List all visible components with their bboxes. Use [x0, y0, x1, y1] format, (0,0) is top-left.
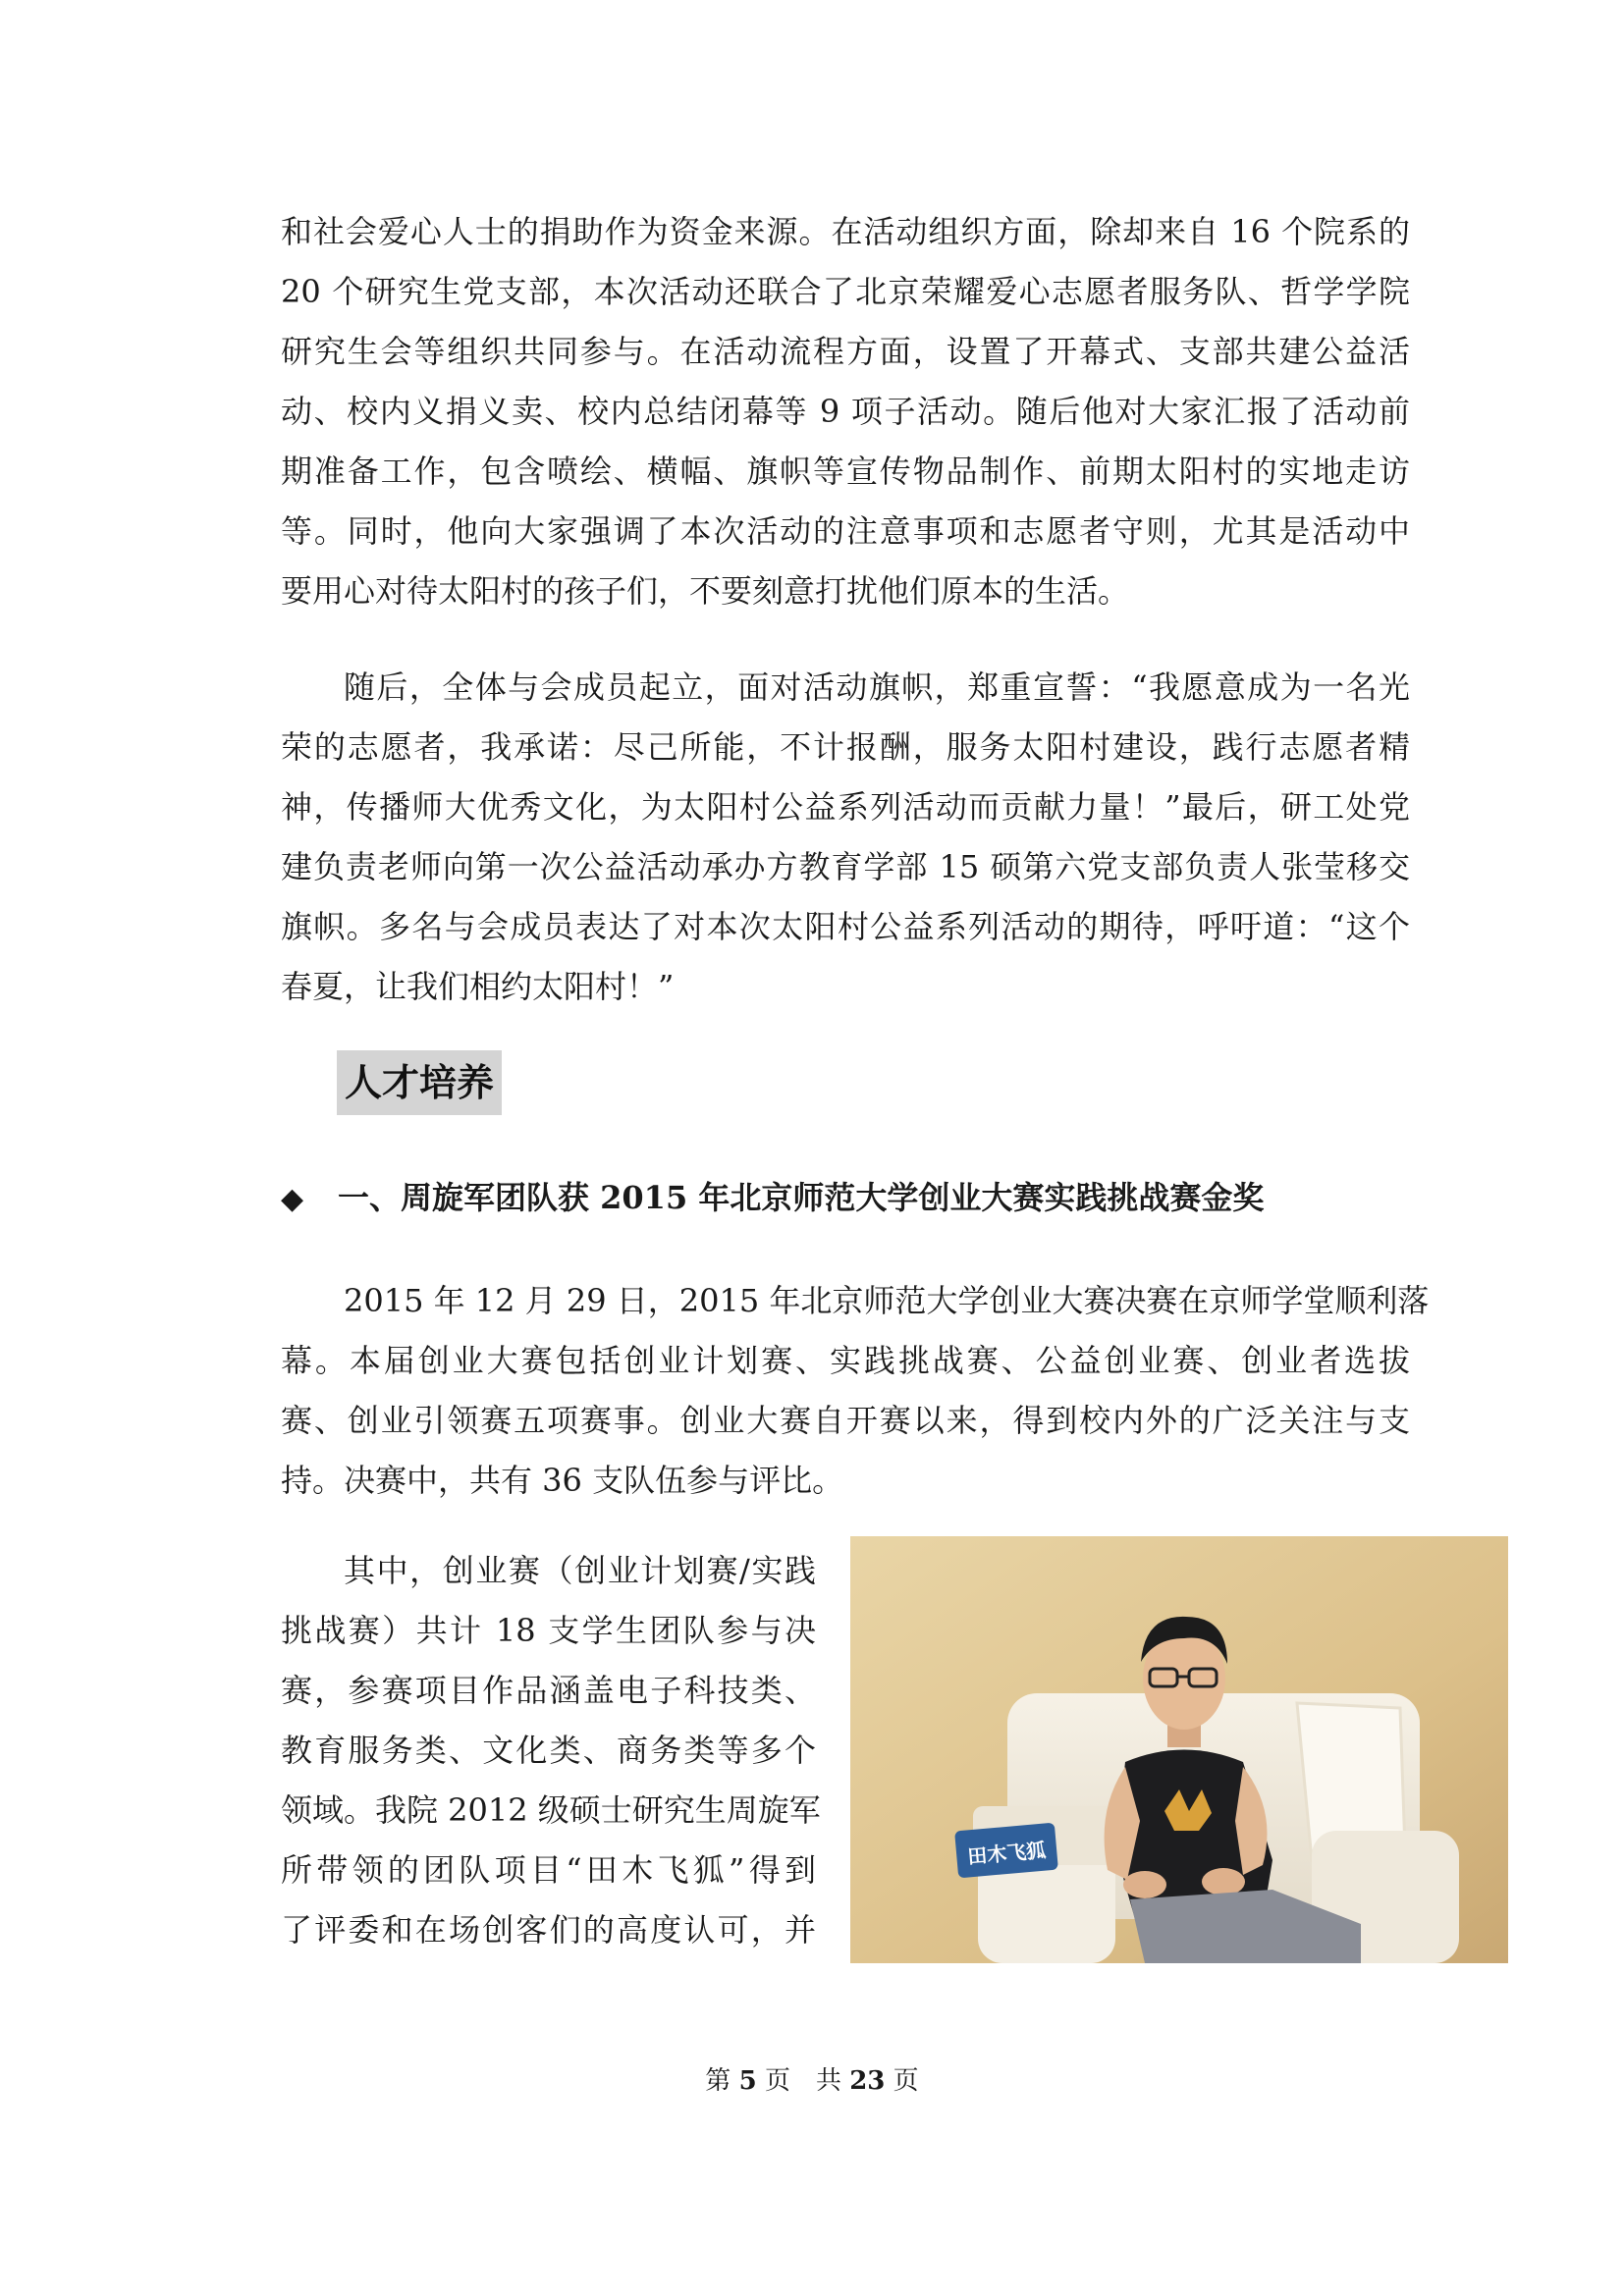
- text-line: 所带领的团队项目“田木飞狐”得到: [281, 1851, 816, 1889]
- text-line: 和社会爱心人士的捐助作为资金来源。在活动组织方面，除却来自 16 个院系的: [281, 213, 1410, 250]
- text-line: 随后，全体与会成员起立，面对活动旗帜，郑重宣誓：“我愿意成为一名光: [344, 668, 1410, 706]
- diamond-bullet-icon: ◆: [281, 1182, 304, 1216]
- paragraph-4: [281, 1541, 821, 1960]
- text-line: 要用心对待太阳村的孩子们，不要刻意打扰他们原本的生活。: [281, 572, 1130, 610]
- sign-text: 田木飞狐: [966, 1838, 1048, 1869]
- page-footer: [0, 2061, 1624, 2101]
- current-page-number: 5: [738, 2066, 757, 2096]
- total-page-number: 23: [849, 2066, 886, 2096]
- paragraph-2: [281, 658, 1410, 1017]
- text-line: 了评委和在场创客们的高度认可，并: [281, 1911, 816, 1949]
- paragraph-3: [281, 1271, 1430, 1511]
- text-line: 研究生会等组织共同参与。在活动流程方面，设置了开幕式、支部共建公益活: [281, 333, 1410, 370]
- text-line: 其中，创业赛（创业计划赛/实践: [344, 1552, 816, 1589]
- footer-prefix: 第: [705, 2066, 731, 2096]
- text-line: 2015 年 12 月 29 日，2015 年北京师范大学创业大赛决赛在京师学堂顺利落: [344, 1282, 1430, 1319]
- footer-suffix: 页: [893, 2066, 919, 2096]
- photo-team-leader: [850, 1536, 1508, 1963]
- subheading-text: 一、周旋军团队获 2015 年北京师范大学创业大赛实践挑战赛金奖: [338, 1179, 1265, 1216]
- text-line: 旗帜。多名与会成员表达了对本次太阳村公益系列活动的期待，呼吁道：“这个: [281, 908, 1410, 945]
- text-line: 持。决赛中，共有 36 支队伍参与评比。: [281, 1462, 844, 1499]
- subheading: [281, 1173, 1264, 1222]
- paragraph-1: [281, 202, 1410, 621]
- section-title: 人才培养: [337, 1050, 502, 1115]
- text-line: 挑战赛）共计 18 支学生团队参与决: [281, 1612, 816, 1649]
- photo-illustration: [850, 1536, 1508, 1963]
- text-line: 领域。我院 2012 级硕士研究生周旋军: [281, 1791, 821, 1829]
- text-line: 等。同时，他向大家强调了本次活动的注意事项和志愿者守则，尤其是活动中: [281, 512, 1410, 550]
- text-line: 幕。本届创业大赛包括创业计划赛、实践挑战赛、公益创业赛、创业者选拔: [281, 1342, 1410, 1379]
- text-line: 教育服务类、文化类、商务类等多个: [281, 1732, 816, 1769]
- text-line: 动、校内义捐义卖、校内总结闭幕等 9 项子活动。随后他对大家汇报了活动前: [281, 393, 1410, 430]
- text-line: 赛、创业引领赛五项赛事。创业大赛自开赛以来，得到校内外的广泛关注与支: [281, 1402, 1410, 1439]
- text-line: 春夏，让我们相约太阳村！”: [281, 968, 675, 1005]
- text-line: 神，传播师大优秀文化，为太阳村公益系列活动而贡献力量！”最后，研工处党: [281, 788, 1410, 826]
- footer-middle: 页 共: [764, 2066, 841, 2096]
- text-line: 建负责老师向第一次公益活动承办方教育学部 15 硕第六党支部负责人张莹移交: [281, 848, 1410, 885]
- text-line: 荣的志愿者，我承诺：尽己所能，不计报酬，服务太阳村建设，践行志愿者精: [281, 728, 1410, 766]
- text-line: 20 个研究生党支部，本次活动还联合了北京荣耀爱心志愿者服务队、哲学学院: [281, 273, 1410, 310]
- text-line: 赛，参赛项目作品涵盖电子科技类、: [281, 1672, 816, 1709]
- text-line: 期准备工作，包含喷绘、横幅、旗帜等宣传物品制作、前期太阳村的实地走访: [281, 453, 1410, 490]
